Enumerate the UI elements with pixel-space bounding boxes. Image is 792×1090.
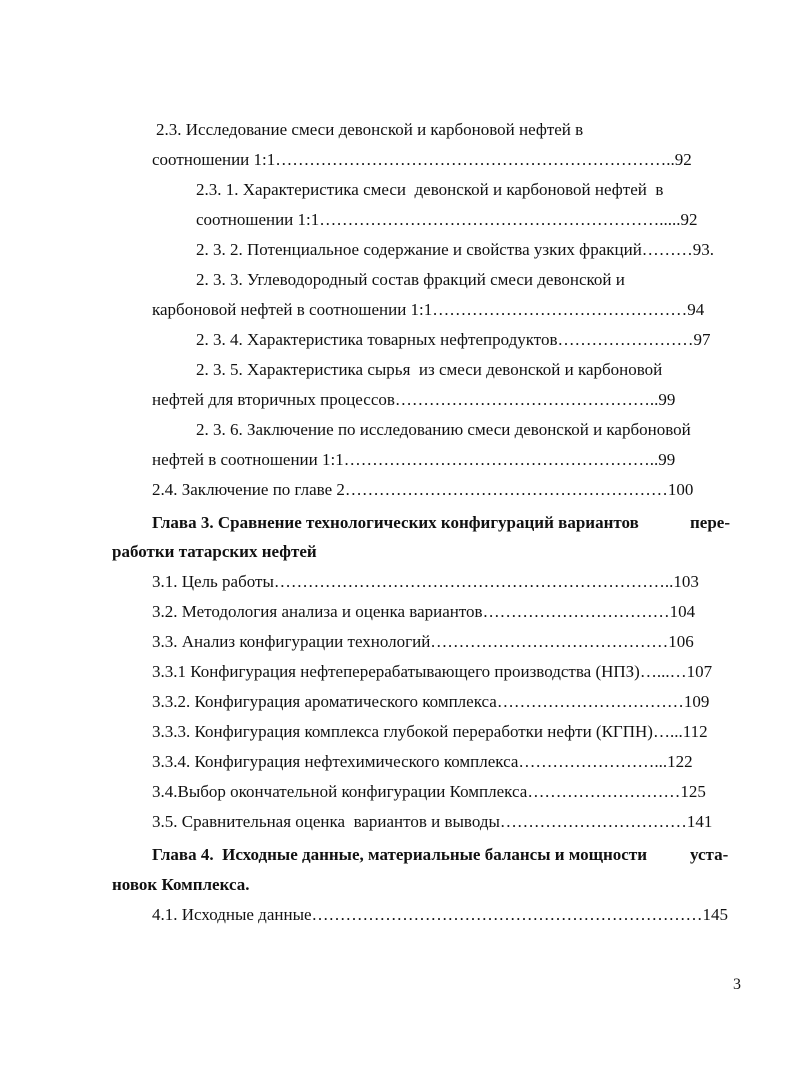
toc-entry-3-3-2: 3.3.2. Конфигурация ароматического комплекса……………………………109 (152, 692, 710, 711)
chapter-3-heading-hyphenation: пере- (690, 513, 731, 532)
toc-entry-3-3-4: 3.3.4. Конфигурация нефтехимического комплекса……………………...122 (152, 752, 693, 771)
toc-entry-2-3-1-title: 2.3. 1. Характеристика смеси девонской и карбоновой нефтей в (196, 180, 664, 199)
toc-entry-2-3-6-title: 2. 3. 6. Заключение по исследованию смеси девонской и карбоновой (196, 420, 691, 439)
page-number: 3 (733, 976, 741, 993)
toc-entry-3-3: 3.3. Анализ конфигурации технологий……………………………………106 (152, 632, 694, 651)
toc-entry-2-3-1-ratio: соотношении 1:1…………………………………………………….....92 (196, 210, 698, 229)
toc-entry-2-3-2: 2. 3. 2. Потенциальное содержание и свойства узких фракций………93. (196, 240, 715, 259)
toc-entry-2-3-title: 2.3. Исследование смеси девонской и карбоновой нефтей в (156, 120, 584, 139)
toc-entry-3-3-3: 3.3.3. Конфигурация комплекса глубокой переработки нефти (КГПН)…...112 (152, 722, 708, 741)
chapter-4-heading-hyphenation: уста- (690, 845, 729, 864)
toc-entry-2-3-6-cont: нефтей в соотношении 1:1………………………………………………..99 (152, 450, 676, 469)
toc-entry-2-3-3-title: 2. 3. 3. Углеводородный состав фракций смеси девонской и (196, 270, 625, 289)
toc-entry-3-4: 3.4.Выбор окончательной конфигурации Комплекса………………………125 (152, 782, 706, 801)
toc-entry-2-3-3-cont: карбоновой нефтей в соотношении 1:1………………………………………94 (152, 300, 705, 319)
toc-entry-3-1: 3.1. Цель работы……………………………………………………………..103 (152, 572, 699, 591)
chapter-3-heading-cont: работки татарских нефтей (112, 542, 317, 561)
toc-entry-3-3-1: 3.3.1 Конфигурация нефтеперерабатывающего производства (НПЗ)…...…107 (152, 662, 713, 681)
toc-entry-3-5: 3.5. Сравнительная оценка вариантов и выводы……………………………141 (152, 812, 713, 831)
toc-entry-3-2: 3.2. Методология анализа и оценка вариантов……………………………104 (152, 602, 696, 621)
toc-entry-2-3-5-cont: нефтей для вторичных процессов………………………………………..99 (152, 390, 676, 409)
toc-entry-2-4: 2.4. Заключение по главе 2…………………………………………………100 (152, 480, 694, 499)
toc-entry-4-1: 4.1. Исходные данные……………………………………………………………145 (152, 905, 729, 924)
chapter-4-heading: Глава 4. Исходные данные, материальные балансы и мощности (152, 845, 647, 864)
toc-entry-2-3-5-title: 2. 3. 5. Характеристика сырья из смеси девонской и карбоновой (196, 360, 663, 379)
toc-entry-2-3-ratio: соотношении 1:1……………………………………………………………..92 (152, 150, 692, 169)
chapter-4-heading-cont: новок Комплекса. (112, 875, 250, 894)
chapter-3-heading: Глава 3. Сравнение технологических конфигураций вариантов (152, 513, 639, 532)
toc-entry-2-3-4: 2. 3. 4. Характеристика товарных нефтепродуктов……………………97 (196, 330, 711, 349)
